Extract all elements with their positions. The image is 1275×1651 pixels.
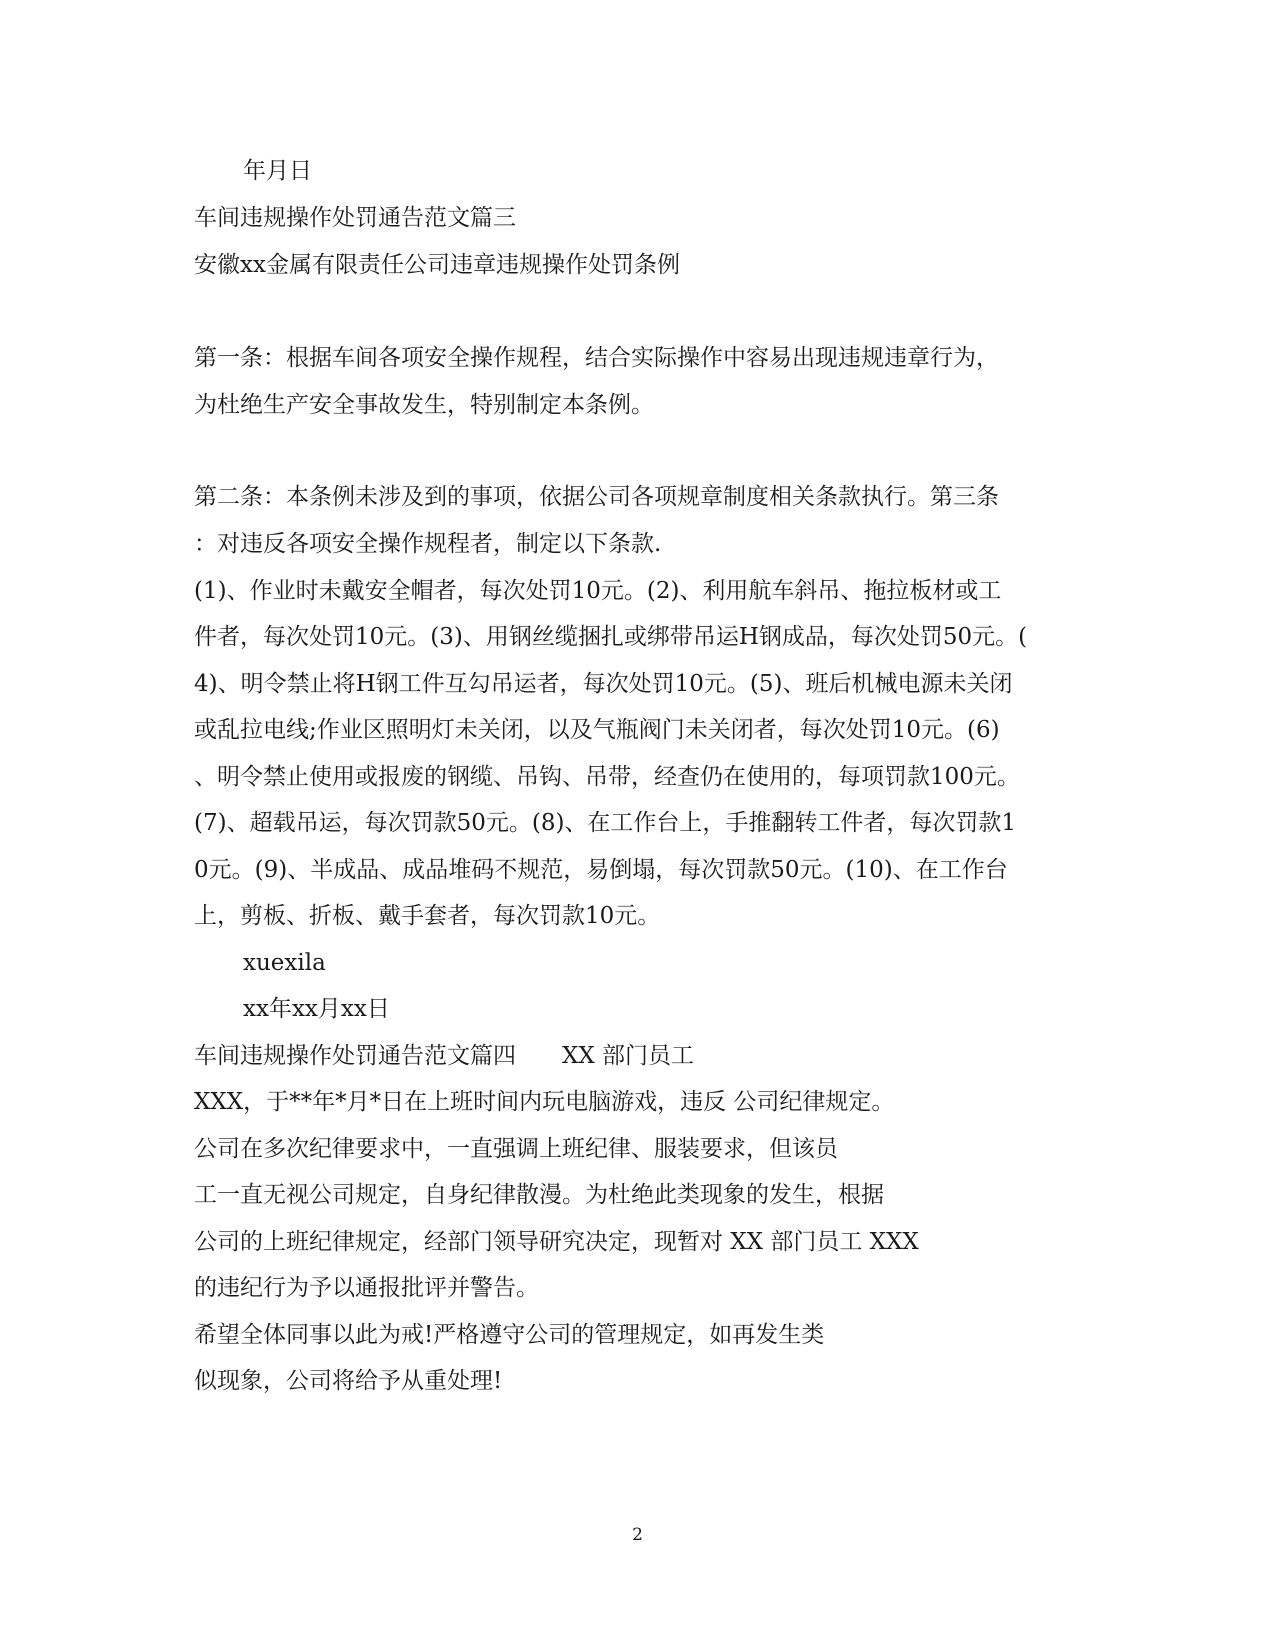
penalty-item-line: (1)、作业时未戴安全帽者，每次处罚10元。(2)、利用航车斜吊、拖拉板材或工 [194,578,1002,604]
notice-line: XXX，于**年*月*日在上班时间内玩电脑游戏，违反 公司纪律规定。 [194,1089,895,1115]
signature-date: xx年xx月xx日 [243,996,390,1022]
notice-line: 的违纪行为予以通报批评并警告。 [194,1275,539,1301]
notice-line: 希望全体同事以此为戒!严格遵守公司的管理规定，如再发生类 [194,1322,825,1348]
section-heading-4: 车间违规操作处罚通告范文篇四 XX 部门员工 [194,1043,695,1069]
section-heading-3: 车间违规操作处罚通告范文篇三 [194,205,516,231]
article-2-line-1: 第二条：本条例未涉及到的事项，依据公司各项规章制度相关条款执行。第三条 [194,484,999,510]
signature: xuexila [243,950,326,976]
penalty-item-line: 、明令禁止使用或报废的钢缆、吊钩、吊带，经查仍在使用的，每项罚款100元。 [194,764,1020,790]
penalty-item-line: 上，剪板、折板、戴手套者，每次罚款10元。 [194,903,661,929]
notice-line: 工一直无视公司规定，自身纪律散漫。为杜绝此类现象的发生，根据 [194,1182,884,1208]
penalty-item-line: 0元。(9)、半成品、成品堆码不规范，易倒塌，每次罚款50元。(10)、在工作台 [194,857,1008,883]
date-line: 年月日 [243,158,312,184]
article-2-line-2: ：对违反各项安全操作规程者，制定以下条款. [194,531,662,557]
notice-line: 公司在多次纪律要求中，一直强调上班纪律、服装要求，但该员 [194,1136,838,1162]
penalty-item-line: (7)、超载吊运，每次罚款50元。(8)、在工作台上，手推翻转工件者，每次罚款1 [194,810,1017,836]
notice-line: 公司的上班纪律规定，经部门领导研究决定，现暂对 XX 部门员工 XXX [194,1229,919,1255]
article-1-line-2: 为杜绝生产安全事故发生，特别制定本条例。 [194,392,654,418]
notice-line: 似现象，公司将给予从重处理! [194,1368,503,1394]
penalty-item-line: 件者，每次处罚10元。(3)、用钢丝缆捆扎或绑带吊运H钢成品，每次处罚50元。( [194,624,1028,650]
penalty-item-line: 或乱拉电线;作业区照明灯未关闭，以及气瓶阀门未关闭者，每次处罚10元。(6) [194,717,1000,743]
company-regulation-title: 安徽xx金属有限责任公司违章违规操作处罚条例 [194,252,680,278]
page-number: 2 [632,1525,643,1545]
article-1-line-1: 第一条：根据车间各项安全操作规程，结合实际操作中容易出现违规违章行为， [194,345,999,371]
penalty-item-line: 4)、明令禁止将H钢工件互勾吊运者，每次处罚10元。(5)、班后机械电源未关闭 [194,671,1013,697]
